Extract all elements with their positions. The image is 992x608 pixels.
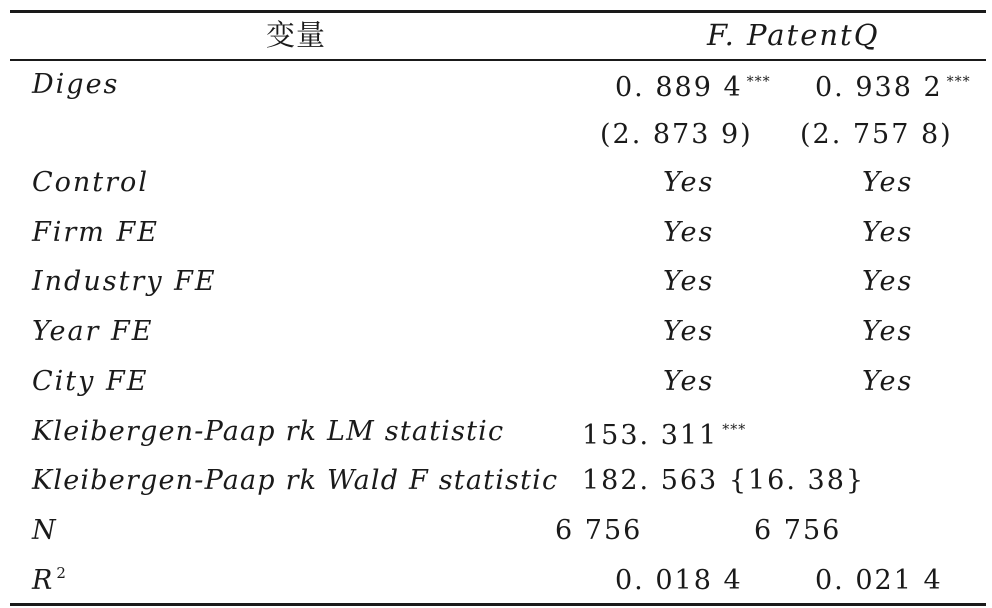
top-rule xyxy=(10,10,986,13)
row-label-industry-fe: Industry FE xyxy=(32,266,217,297)
header-rule xyxy=(10,59,986,61)
control-col1: Yes xyxy=(663,167,715,198)
city-fe-col2: Yes xyxy=(862,366,914,397)
firm-fe-col2: Yes xyxy=(862,217,914,248)
row-label-kp-wald-f-statistic: Kleibergen-Paap rk Wald F statistic xyxy=(32,465,559,496)
industry-fe-col1: Yes xyxy=(663,266,715,297)
row-label-kp-lm-statistic: Kleibergen-Paap rk LM statistic xyxy=(32,416,505,447)
row-label-city-fe: City FE xyxy=(32,366,149,397)
kp-lm-value: 153. 311 *** xyxy=(582,420,747,451)
kp-wald-f-value: 182. 563 {16. 38} xyxy=(582,465,866,496)
diges-tstat-col1: (2. 873 9) xyxy=(600,119,753,150)
firm-fe-col1: Yes xyxy=(663,217,715,248)
row-label-n: N xyxy=(32,515,58,546)
control-col2: Yes xyxy=(862,167,914,198)
row-label-year-fe: Year FE xyxy=(32,316,154,347)
row-label-control: Control xyxy=(32,167,149,198)
row-label-r-squared: R $^2$ xyxy=(32,564,67,596)
industry-fe-col2: Yes xyxy=(862,266,914,297)
r-squared-col2: 0. 021 4 xyxy=(815,565,943,596)
bottom-rule xyxy=(10,603,986,606)
header-variable: 变量 xyxy=(266,18,327,52)
year-fe-col2: Yes xyxy=(862,316,914,347)
row-label-diges: Diges xyxy=(32,69,120,100)
n-col2: 6 756 xyxy=(754,515,842,546)
row-label-firm-fe: Firm FE xyxy=(32,217,159,248)
diges-coef-col1: 0. 889 4 *** xyxy=(615,72,771,103)
year-fe-col1: Yes xyxy=(663,316,715,347)
diges-coef-col2: 0. 938 2 *** xyxy=(815,72,971,103)
header-dependent-variable: F. PatentQ xyxy=(707,18,880,52)
r-squared-col1: 0. 018 4 xyxy=(615,565,743,596)
diges-tstat-col2: (2. 757 8) xyxy=(800,119,953,150)
city-fe-col1: Yes xyxy=(663,366,715,397)
n-col1: 6 756 xyxy=(555,515,643,546)
